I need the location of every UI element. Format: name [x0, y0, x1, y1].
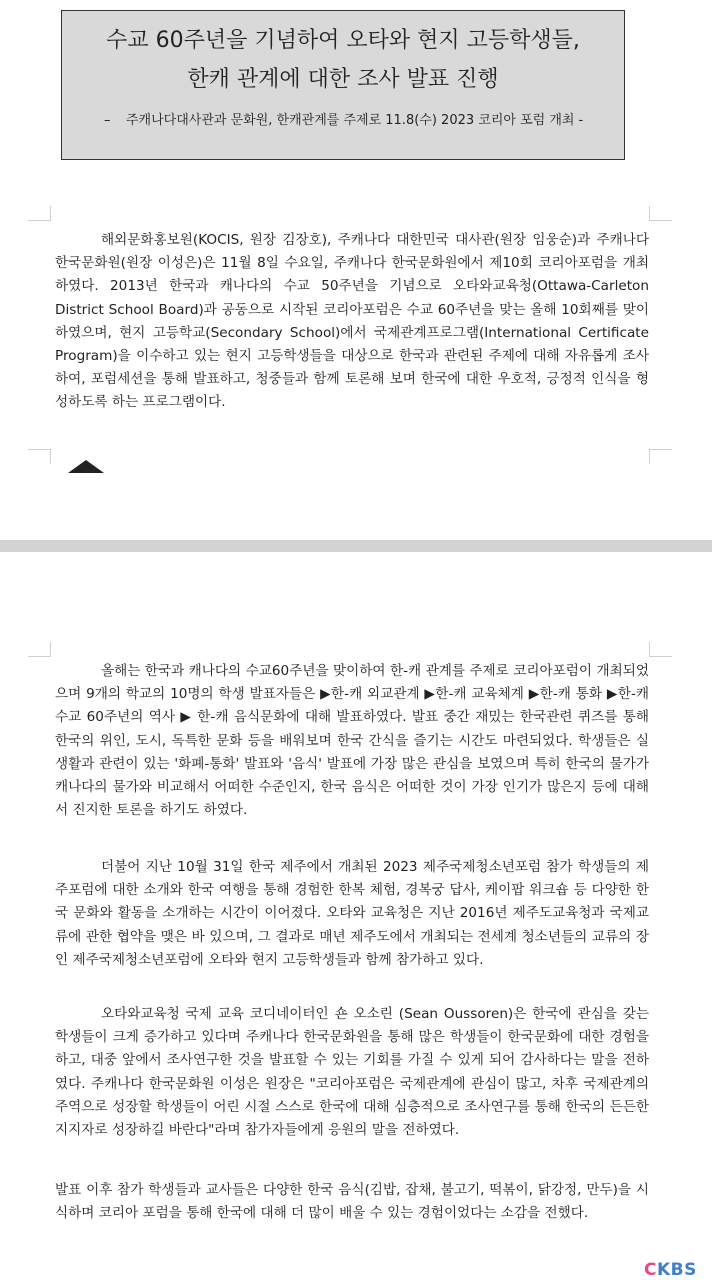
- page-corner-mark: [28, 449, 51, 464]
- paragraph-5: 발표 이후 참가 학생들과 교사들은 다양한 한국 음식(김밥, 잡채, 불고기, 떡볶이, 닭강정, 만두)을 시식하며 코리아 포럼을 통해 한국에 대해 더 많이 배울 수 있는 경험이었다는 소감을 전했다.: [55, 1182, 649, 1222]
- page-separator: [0, 540, 712, 552]
- subheadline-dash: –: [104, 113, 111, 128]
- paragraph-4: 오타와교육청 국제 교육 코디네이터인 숀 오소린 (Sean Oussoren)은 한국에 관심을 갖는 학생들이 크게 증가하고 있다며 주캐나다 한국문화원을 통해 많은 학생들이 한국문화에 대한 경험을 하고, 대중 앞에서 조사연구한 것을 발표할 수 있는 기회를 가질 수 있게 되어 감사하다는 말을 전하였다. 주캐나다 한국문화원 이성은 원장은 "코리아포럼은 국제관계에 관심이 많고, 차후 국제관계의 주역으로 성장할 학생들이 어린 시절 스스로 한국에 대해 심층적으로 조사연구를 통해 한국의 든든한 지지자로 성장하길 바란다"라며 참가자들에게 응원의 말을 전하였다.: [55, 1006, 649, 1139]
- paragraph-3: 더불어 지난 10월 31일 한국 제주에서 개최된 2023 제주국제청소년포럼 참가 학생들의 제주포럼에 대한 소개와 한국 여행을 통해 경험한 한복 체험, 경복궁 답사, 케이팝 워크숍 등 다양한 한국 문화와 활동을 소개하는 시간이 이어졌다. 오타와 교육청은 지난 2016년 제주도교육청과 국제교류에 관한 협약을 맺은 바 있으며, 그 결과로 매년 제주도에서 개최되는 전세계 청소년들의 교류의 장인 제주국제청소년포럼에 오타와 현지 고등학생들과 함께 참가하고 있다.: [55, 859, 649, 968]
- headline-line-2: 한캐 관계에 대한 조사 발표 진행: [187, 67, 499, 92]
- logo-suffix: KBS: [656, 1260, 697, 1280]
- subheadline: [104, 108, 609, 133]
- scroll-up-arrow-icon[interactable]: [68, 460, 104, 473]
- headline-box: [61, 10, 625, 160]
- paragraph-2: 올해는 한국과 캐나다의 수교60주년을 맞이하여 한-캐 관계를 주제로 코리아포럼이 개최되었으며 9개의 학교의 10명의 학생 발표자들은 ▶한-캐 외교관계 ▶한-캐 교육체계 ▶한-캐 통화 ▶한-캐 수교 60주년의 역사 ▶ 한-캐 음식문화에 대해 발표하였다. 발표 중간 재밌는 한국관련 퀴즈를 통해 한국의 위인, 도시, 독특한 문화 등을 배워보며 한국 간식을 즐기는 시간도 마련되었다. 학생들은 실생활과 관련이 있는 '화폐-통화' 발표와 '음식' 발표에 가장 많은 관심을 보였으며 특히 한국의 물가가 캐나다의 물가와 비교해서 어떠한 수준인지, 한국 음식은 어떠한 것이 가장 인기가 많은지 등에 대해서 진지한 토론을 하기도 하였다.: [55, 663, 649, 819]
- headline-line-1: 수교 60주년을 기념하여 오타와 현지 고등학생들,: [106, 28, 580, 53]
- logo-prefix: C: [644, 1260, 657, 1280]
- kbs-watermark-logo: [644, 1260, 697, 1280]
- document-page-1: [0, 0, 712, 540]
- headline: [62, 21, 624, 99]
- subheadline-text: 주캐나다대사관과 문화원, 한캐관계를 주제로 11.8(수) 2023 코리아 포럼 개최 -: [126, 113, 584, 128]
- paragraph-1: 해외문화홍보원(KOCIS, 원장 김장호), 주캐나다 대한민국 대사관(원장 임웅순)과 주캐나다 한국문화원(원장 이성은)은 11월 8일 수요일, 주캐나다 한국문화원에서 제10회 코리아포럼을 개최하였다. 2013년 한국과 캐나다의 수교 50주년을 기념으로 오타와교육청(Ottawa-Carleton District School Board)과 공동으로 시작된 코리아포럼은 수교 60주년을 맞는 올해 10회째를 맞이하였으며, 현지 고등학교(Secondary School)에서 국제관계프로그램(International Certificate Program)을 이수하고 있는 현지 고등학생들을 대상으로 한국과 관련된 주제에 대해 자유롭게 조사하여, 포럼세션을 통해 발표하고, 청중들과 함께 토론해 보며 한국에 대한 우호적, 긍정적 인식을 형성하도록 하는 프로그램이다.: [55, 232, 649, 411]
- page-corner-mark: [649, 206, 672, 221]
- page-corner-mark: [649, 449, 672, 464]
- page-corner-mark: [28, 206, 51, 221]
- page-corner-mark: [28, 642, 51, 657]
- page-corner-mark: [649, 642, 672, 657]
